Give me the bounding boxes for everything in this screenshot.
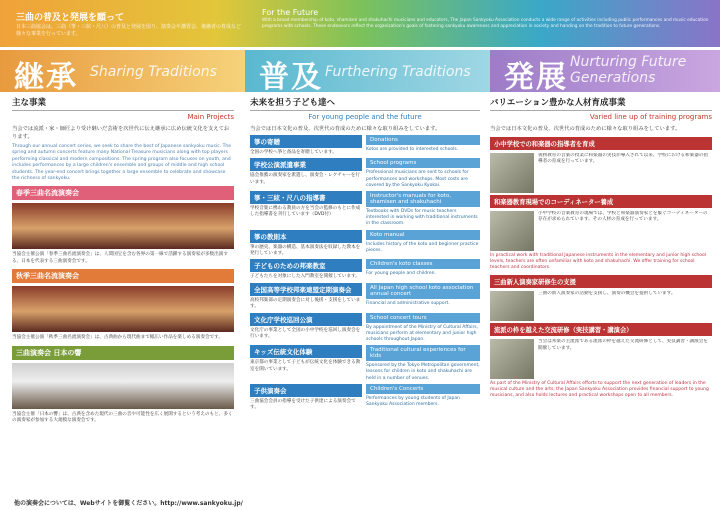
main-projects-sub: Main Projects	[187, 113, 234, 121]
program-row	[250, 283, 480, 311]
future-para: 当会では日本文化の普及、次世代の育成のために様々な取り組みをしています。	[250, 126, 441, 132]
program-jp-label: 子供演奏会	[250, 384, 362, 397]
program-jp-label: 全国高等学校邦楽連盟定期演奏会	[250, 283, 362, 296]
program-jp-text: 文化庁の事業として全国の小中学校を巡回し演奏会を行います。	[250, 327, 361, 340]
left-column	[12, 96, 234, 424]
program-en-text: Kotos are provided to interested schools.	[366, 147, 459, 152]
program-jp-text: 箏の歴史、楽器の構造、基本演奏法を収録した教本を発行しています。	[250, 244, 361, 257]
program-en-label: School concert tours	[366, 313, 480, 323]
program-row	[250, 135, 480, 156]
training-photo	[490, 339, 534, 379]
banner-title: 三曲の普及と発展を願って	[16, 13, 125, 23]
program-row	[250, 158, 480, 189]
program-en-text: Professional musicians are sent to schools for performances and workshops. Most costs are covered by the Sankyoku Kyokai.	[366, 170, 469, 188]
section-kanji: 発展	[504, 60, 568, 95]
banner-en-text: With a broad membership of koto, shamisen and shakuhachi musicians and educators, The Japan Sankyoku Association conducts a wide range of activities including public performances and music education programs with schools. These endeavors reflect the organization's goals of fostering sankyoku awareness and appreciation in society and handing on the tradition to future generations.	[262, 18, 709, 29]
section-kanji: 継承	[14, 60, 78, 95]
program-jp-label: 子どものための邦楽教室	[250, 259, 362, 272]
program-en-label: Children's koto classes	[366, 259, 480, 269]
program-jp-text: 三曲協会会員の指導を受けた子供達による演奏会です。	[250, 398, 356, 411]
future-title: 未来を担う子ども達へ	[250, 96, 480, 111]
section-en: Nurturing Future Generations	[570, 54, 687, 86]
program-row	[250, 313, 480, 344]
training-en: In practical work with traditional Japanese instruments in the elementary and junior high school levels, teachers are often unfamiliar with koto and shakuhachi. We offer training for school teachers and coordinators.	[490, 253, 707, 271]
training-para: 当会では日本文化の普及、次世代の育成のために様々な取り組みをしています。	[490, 126, 681, 132]
training-text: 小中学校の音楽教育の現場では、学校と和楽器演奏家とを繋ぐコーディネーターの存在が求められています。その人材の育成を行っています。	[538, 211, 708, 223]
training-text: 義務教育の音楽の授業に和楽器の実技が導入されて以来、学校における和楽器の指導者の育成を行っています。	[538, 153, 708, 165]
program-jp-label: 学校公演派遣事業	[250, 158, 362, 171]
program-row	[250, 384, 480, 412]
main-projects-en: Through our annual concert series, we seek to share the best of Japanese sankyoku music. The spring and autumn concerts feature many National Treasure musicians along with top players performing classical and modern compositions. The spring program also focuses on youth, and includes performances by a large children's ensemble and groups of middle and high school students. The year-end concert brings together a large ensemble to celebrate and showcase the richness of sankyoku.	[12, 144, 232, 182]
program-en-label: All Japan high school koto association annual concert	[366, 283, 480, 299]
program-row	[250, 191, 480, 228]
program-en-text: For young people and children.	[366, 271, 436, 277]
program-jp-text: 協会推薦の演奏家を派遣し、演奏会・レクチャーを行います。	[250, 173, 361, 185]
banner-en-title: For the Future	[262, 8, 319, 17]
event-label: 三曲演奏会 日本の響	[12, 346, 234, 360]
section-en: Sharing Traditions	[90, 64, 217, 80]
program-en-label: Koto manual	[366, 230, 480, 240]
program-jp-label: 箏の教則本	[250, 230, 362, 243]
website-note: 他の演奏会については、Webサイトを御覧ください。http://www.sankyoku.jp/	[14, 500, 243, 507]
program-list	[250, 135, 480, 412]
concert-photo	[12, 363, 234, 409]
training-label: 三曲新人演奏家研修生の支援	[490, 275, 712, 288]
program-en-text: Textbooks with DVDs for music teachers interested in working with traditional instruments in the classroom.	[366, 209, 478, 227]
concert-photo	[12, 286, 234, 332]
event-caption: 当協会主催公演「春季三曲名流演奏会」は、人間国宝を含む各界の第一線で活躍する演奏家が多数出演する、日本を代表する三曲演奏会です。	[12, 252, 228, 264]
program-en-text: Financial and administrative support.	[366, 300, 450, 306]
header-banner	[0, 0, 720, 47]
program-en-label: School programs	[366, 158, 480, 168]
program-jp-text: 子どもたちを対象にした入門教室を開催しています。	[250, 274, 360, 280]
training-text: 三曲の新人演奏家の活動を支援し、演奏の機会を提供しています。	[538, 291, 676, 297]
training-photo	[490, 291, 534, 321]
program-jp-text: 全国の学校へ箏と备品を寄贈しています。	[250, 150, 337, 155]
program-jp-text: 高校邦楽部の定期演奏会に対し後援・支援をしています。	[250, 297, 361, 310]
training-title: バリエーション豊かな人材育成事業	[490, 96, 712, 111]
section-kanji: 普及	[259, 60, 323, 95]
program-jp-label: 文化庁学校巡回公演	[250, 313, 362, 326]
middle-column	[250, 96, 480, 412]
event-caption: 当協会主催「日本の響」は、古典を含めた現代の三曲の音や可能性を広く展開するという考えのもと、多くの演奏家が参加する大規模な演奏会です。	[12, 411, 233, 424]
training-photo	[490, 153, 534, 193]
future-sub: For young people and the future	[308, 113, 422, 121]
training-en: As part of the Ministry of Cultural Affairs efforts to support the next generation of leaders in the musical culture and the arts, the Japan Sankyoku Association provides financial support to young musicians, and also holds lectures and practical workshops open to all members.	[490, 381, 709, 399]
program-en-text: Performances by young students of Japan Sankyoku Association members.	[366, 395, 460, 408]
program-en-label: Traditional cultural experiences for kids	[366, 345, 480, 361]
event-label: 春季三曲名流演奏会	[12, 186, 234, 200]
program-row	[250, 230, 480, 258]
section-header-furthering	[245, 50, 490, 95]
program-jp-label: キッズ伝統文化体験	[250, 345, 362, 358]
program-en-text: Sponsored by the Tokyo Metropolitan government, lessons for children in koto and shakuhachi are held in a number of venues.	[366, 363, 480, 381]
program-en-label: Children's Concerts	[366, 384, 480, 394]
banner-text: 日本三曲協会は、三曲（箏・三絃・尺八）の普及と発展を図り、演奏会や講習会、後継者の育成など様々な事業を行っています。	[16, 24, 242, 37]
main-projects-para: 当会では流派・家・師匠より受け継いだ芸術を次世代に伝え継承に広め伝統文化を支えております。	[12, 126, 230, 140]
right-column	[490, 96, 712, 400]
training-label: 小中学校での和楽器の指導者を育成	[490, 137, 712, 150]
training-photo	[490, 211, 534, 251]
section-en: Furthering Traditions	[325, 64, 471, 80]
training-text: 当会は邦楽の主流派である流派の枠を越えた交流研修として、実技講習・講演会を開催しています。	[538, 339, 708, 351]
concert-photo	[12, 203, 234, 249]
program-jp-label: 箏の寄贈	[250, 135, 362, 148]
training-label: 和楽器教育現場でのコーディネーター養成	[490, 195, 712, 208]
training-sub: Varied line up of training programs	[589, 113, 712, 121]
section-header-sharing	[0, 50, 245, 95]
program-en-text: By appointment of the Ministry of Cultural Affairs, musicians perform at elementary and junior high schools throughout Japan.	[366, 324, 479, 343]
event-label: 秋季三曲名流演奏会	[12, 269, 234, 283]
program-row	[250, 259, 480, 280]
event-caption: 当協会主催公演「秋季三曲名流演奏会」は、古典曲から現代曲まで幅広い作品を楽しめる演奏会です。	[12, 335, 223, 341]
program-en-label: Donations	[366, 135, 480, 145]
program-en-label: Instructor's manuals for koto, shamisen and shakuhachi	[366, 191, 480, 207]
program-jp-label: 箏・三絃・尺八の指導書	[250, 191, 362, 204]
program-en-text: Includes history of the koto and beginner practice pieces.	[366, 241, 479, 253]
program-row	[250, 345, 480, 382]
program-jp-text: 東京都の事業として子どもが伝統文化を体験できる教室を開いています。	[250, 360, 361, 372]
section-header-nurturing	[490, 50, 720, 95]
main-projects-title: 主な事業	[12, 96, 234, 111]
program-jp-text: 学校音楽に携わる教員の方を当会の監修のもとに作成した指導書を刊行しています（DVD付）	[250, 206, 361, 218]
training-label: 流派の枠を越えた交流研修（実技講習・講演会）	[490, 323, 712, 336]
